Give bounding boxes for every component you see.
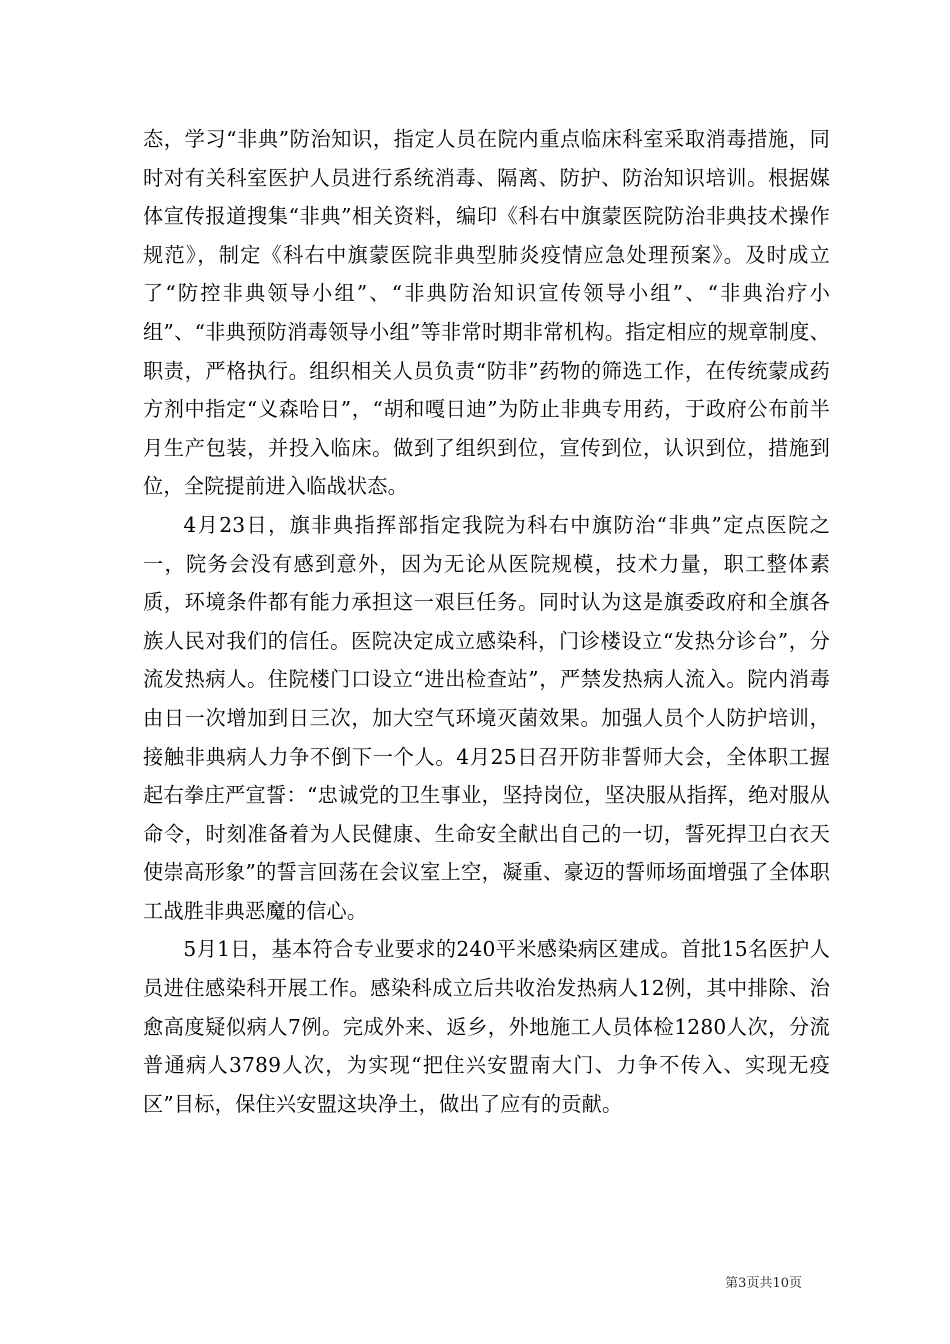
paragraph-1: 态，学习“非典”防治知识，指定人员在院内重点临床科室采取消毒措施，同时对有关科室医护人员进行系统消毒、隔离、防护、防治知识培训。根据媒体宣传报道搜集“非典”相关资料，编印《科右中旗蒙医院防治非典技术操作规范》，制定《科右中旗蒙医院非典型肺炎疫情应急处理预案》。及时成立了“防控非典领导小组”、“非典防治知识宣传领导小组”、“非典治疗小组”、“非典预防消毒领导小组”等非常时期非常机构。指定相应的规章制度、职责，严格执行。组织相关人员负责“防非”药物的筛选工作，在传统蒙成药方剂中指定“义森哈日”，“胡和嘎日迪”为防止非典专用药，于政府公布前半月生产包装，并投入临床。做到了组织到位，宣传到位，认识到位，措施到位，全院提前进入临战状态。 <box>143 127 830 499</box>
paragraph-3: 5月1日，基本符合专业要求的240平米感染病区建成。首批15名医护人员进住感染科开展工作。感染科成立后共收治发热病人12例，其中排除、治愈高度疑似病人7例。完成外来、返乡，外地施工人员体检1280人次，分流普通病人3789人次，为实现“把住兴安盟南大门、力争不传入、实现无疫区”目标，保住兴安盟这块净土，做出了应有的贡献。 <box>143 937 830 1116</box>
paragraph-2: 4月23日，旗非典指挥部指定我院为科右中旗防治“非典”定点医院之一，院务会没有感到意外，因为无论从医院规模，技术力量，职工整体素质，环境条件都有能力承担这一艰巨任务。同时认为这是旗委政府和全旗各族人民对我们的信任。医院决定成立感染科，门诊楼设立“发热分诊台”，分流发热病人。住院楼门口设立“进出检查站”，严禁发热病人流入。院内消毒由日一次增加到日三次，加大空气环境灭菌效果。加强人员个人防护培训，接触非典病人力争不倒下一个人。4月25日召开防非誓师大会，全体职工握起右拳庄严宣誓：“忠诚党的卫生事业，坚持岗位，坚决服从指挥，绝对服从命令，时刻准备着为人民健康、生命安全献出自己的一切，誓死捍卫白衣天使崇高形象”的誓言回荡在会议室上空，凝重、豪迈的誓师场面增强了全体职工战胜非典恶魔的信心。 <box>143 512 830 923</box>
document-body <box>143 120 830 1123</box>
page-number-footer: 第3页共10页 <box>725 1276 802 1291</box>
